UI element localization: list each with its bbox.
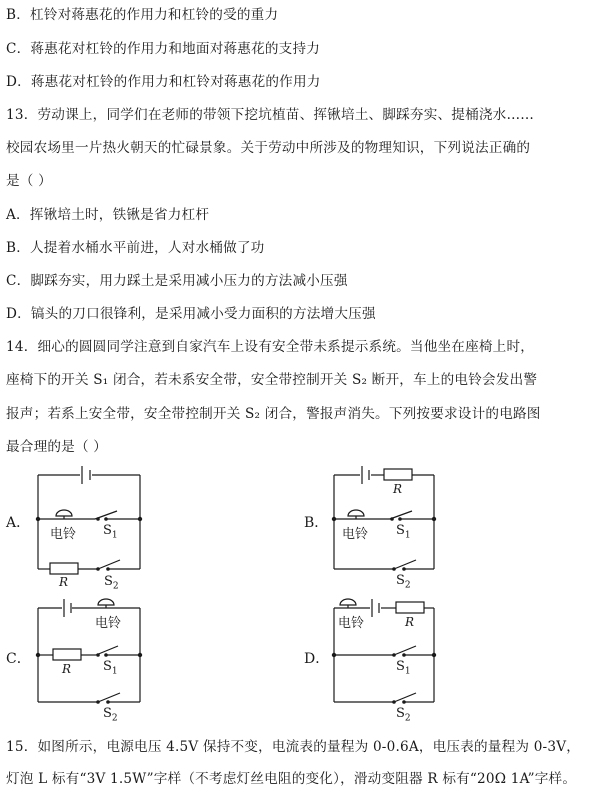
option-c-q12: C．蒋惠花对杠铃的作用力和地面对蒋惠花的支持力 <box>6 41 321 57</box>
circuit-c-label: C． <box>6 651 31 667</box>
circuit-b-s2-label: $S_2$ <box>396 573 411 591</box>
circuit-a-s2-label: $S_2$ <box>104 574 119 592</box>
question-14-line-4: 最合理的是（ ） <box>6 439 108 455</box>
circuit-d-label: D． <box>304 651 330 667</box>
option-a-q13: A．挥锹培土时，铁锹是省力杠杆 <box>6 207 210 223</box>
question-13-line-1: 13．劳动课上，同学们在老师的带领下挖坑植苗、挥锹培土、脚踩夯实、提桶浇水…… <box>6 107 535 123</box>
circuit-c-r-label: R <box>62 662 72 676</box>
circuit-d-s1-label: $S_1$ <box>396 659 411 677</box>
circuit-d-s2-label: $S_2$ <box>396 706 411 724</box>
question-14-line-3: 报声；若系上安全带，安全带控制开关 S₂ 闭合，警报声消失。下列按要求设计的电路图 <box>6 406 541 422</box>
question-13-line-3: 是（ ） <box>6 173 52 189</box>
circuit-a-label: A． <box>6 515 31 531</box>
circuit-c-bell-label: 电铃 <box>95 616 122 631</box>
circuit-d-r-label: R <box>405 615 415 629</box>
option-d-q13: D．镐头的刀口很锋利，是采用减小受力面积的方法增大压强 <box>6 306 376 322</box>
circuit-a-r-label: R <box>59 575 69 589</box>
circuit-b-s1-label: $S_1$ <box>396 523 411 541</box>
question-13-line-2: 校园农场里一片热火朝天的忙碌景象。关于劳动中所涉及的物理知识，下列说法正确的 <box>6 140 531 156</box>
circuit-a-s1-label: $S_1$ <box>103 523 118 541</box>
option-c-q13: C．脚踩夯实，用力踩土是采用减小压力的方法减小压强 <box>6 273 348 289</box>
circuit-a-bell-label: 电铃 <box>50 527 77 542</box>
question-15-line-1: 15．如图所示，电源电压 4.5V 保持不变，电流表的量程为 0-0.6A，电压表的量程为 0-3V， <box>6 739 581 755</box>
option-d-q12: D．蒋惠花对杠铃的作用力和杠铃对蒋惠花的作用力 <box>6 74 321 90</box>
circuit-d-bell-label: 电铃 <box>338 616 365 631</box>
circuit-c-s2-label: $S_2$ <box>103 706 118 724</box>
circuit-b-bell-label: 电铃 <box>342 527 369 542</box>
question-14-line-2: 座椅下的开关 S₁ 闭合，若未系安全带，安全带控制开关 S₂ 断开，车上的电铃会发出警 <box>6 372 538 388</box>
circuit-b-label: B． <box>304 515 329 531</box>
question-14-line-1: 14．细心的圆圆同学注意到自家汽车上设有安全带未系提示系统。当他坐在座椅上时， <box>6 339 535 355</box>
circuit-b-r-label: R <box>393 482 403 496</box>
option-b-q13: B．人提着水桶水平前进，人对水桶做了功 <box>6 240 265 256</box>
circuit-c-s1-label: $S_1$ <box>103 659 118 677</box>
option-b-q12: B．杠铃对蒋惠花的作用力和杠铃的受的重力 <box>6 7 279 23</box>
question-15-line-2: 灯泡 L 标有“3V 1.5W”字样（不考虑灯丝电阻的变化），滑动变阻器 R 标有“20Ω 1A”字样。 <box>6 771 577 787</box>
